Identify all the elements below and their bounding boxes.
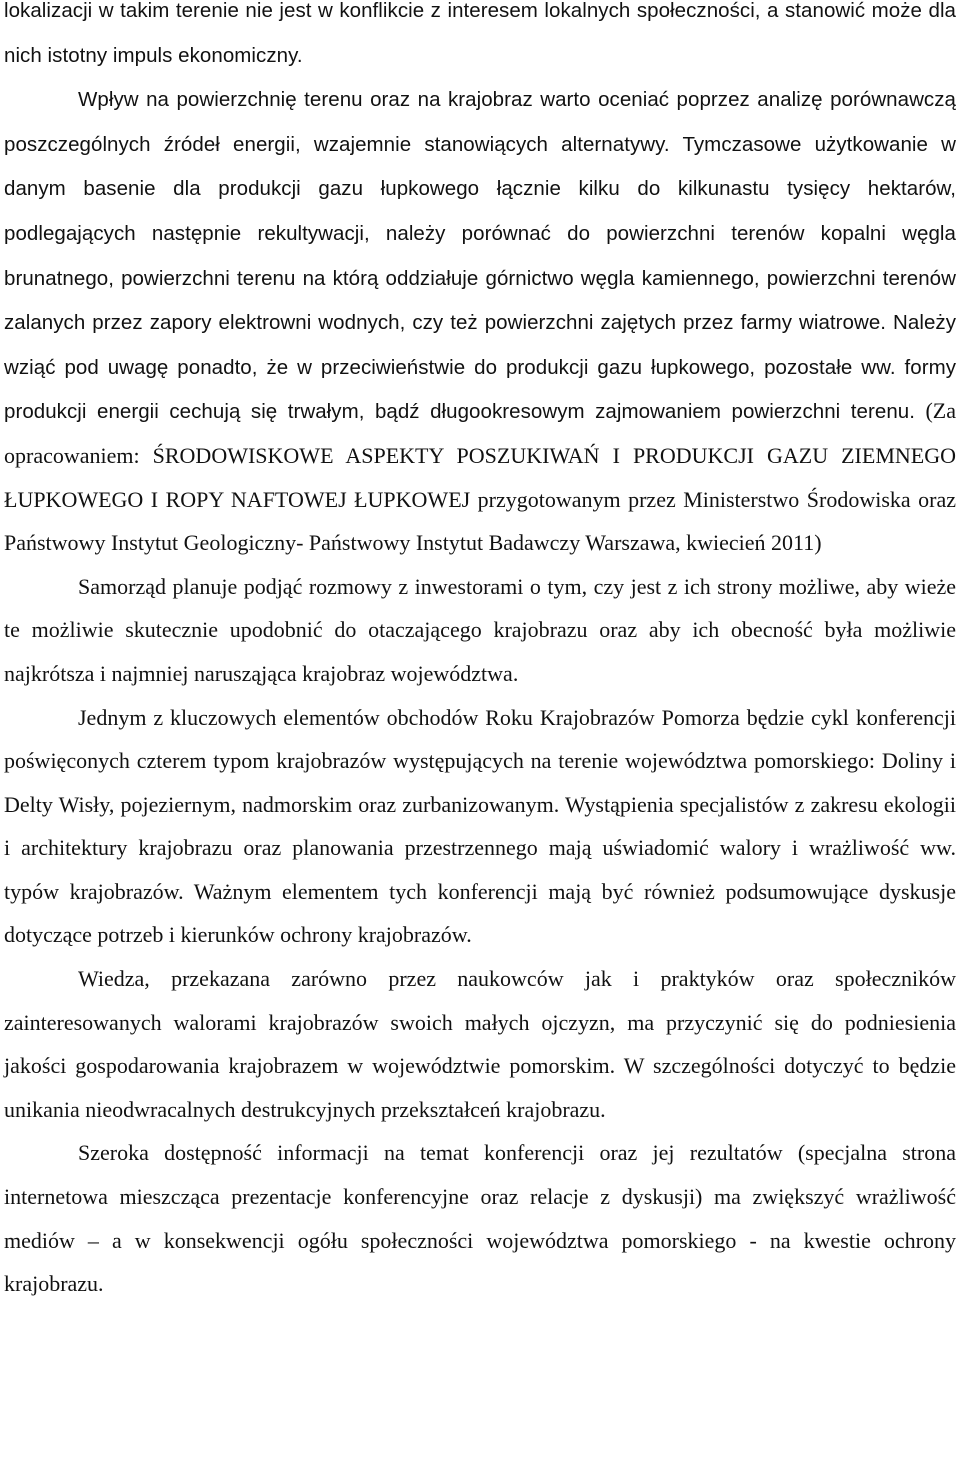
paragraph-investor-talks [4, 565, 956, 696]
citation-text: (Za opracowaniem: ŚRODOWISKOWE ASPEKTY POSZUKIWAŃ I PRODUKCJI GAZU ZIEMNEGO ŁUPKOWEGO I ROPY NAFTOWEJ ŁUPKOWEJ przygotowanym przez Ministerstwo Środowiska oraz Państwowy Instytut Geologiczny- Państwowy Instytut Badawczy Warszawa, kwiecień 2011) [4, 398, 956, 556]
paragraph-local-impulse [4, 0, 956, 77]
paragraph-text: Wpływ na powierzchnię terenu oraz na krajobraz warto oceniać poprzez analizę porównawczą poszczególnych źródeł energii, wzajemnie stanowiących alternatywy. Tymczasowe użytkowanie w danym basenie dla produkcji gazu łupkowego łącznie kilku do kilkunastu tysięcy hektarów, podlegających następnie rekultywacji, należy porównać do powierzchni terenów kopalni węgla brunatnego, powierzchni terenu na którą oddziałuje górnictwo węgla kamiennego, powierzchni terenów zalanych przez zapory elektrowni wodnych, czy też powierzchni zajętych przez farmy wiatrowe. Należy wziąć pod uwagę ponadto, że w przeciwieństwie do produkcji gazu łupkowego, pozostałe ww. formy produkcji energii cechują się trwałym, bądź długookresowym zajmowaniem powierzchni terenu. [4, 88, 956, 424]
paragraph-text: Samorząd planuje podjąć rozmowy z inwestorami o tym, czy jest z ich strony możliwe, aby wieże te możliwie skutecznie upodobnić do otaczającego krajobrazu oraz aby ich obecność była możliwie najkrótsza i najmniej narusząjąca krajobraz województwa. [4, 573, 956, 686]
paragraph-text: Wiedza, przekazana zarówno przez naukowców jak i praktyków oraz społeczników zainteresowanych walorami krajobrazów swoich małych ojczyzn, ma przyczynić się do podniesienia jakości gospodarowania krajobrazem w województwie pomorskim. W szczególności dotyczyć to będzie unikania nieodwracalnych destrukcyjnych przekształceń krajobrazu. [4, 966, 956, 1122]
document-body [4, 0, 956, 1306]
paragraph-text: Jednym z kluczowych elementów obchodów Roku Krajobrazów Pomorza będzie cykl konferencji poświęconych czterem typom krajobrazów występujących na terenie województwa pomorskiego: Doliny i Delty Wisły, pojeziernym, nadmorskim oraz zurbanizowanym. Wystąpienia specjalistów z zakresu ekologii i architektury krajobrazu oraz planowania przestrzennego mają uświadomić walory i wrażliwość ww. typów krajobrazów. Ważnym elementem tych konferencji mają być również podsumowujące dyskusje dotyczące potrzeb i kierunków ochrony krajobrazów. [4, 704, 956, 948]
paragraph-surface-impact [4, 77, 956, 565]
paragraph-knowledge-transfer [4, 957, 956, 1131]
paragraph-text: Szeroka dostępność informacji na temat konferencji oraz jej rezultatów (specjalna strona internetowa mieszcząca prezentacje konferencyjne oraz relacje z dyskusji) ma zwiększyć wrażliwość mediów – a w konsekwencji ogółu społeczności województwa pomorskiego - na kwestie ochrony krajobrazu. [4, 1140, 956, 1297]
paragraph-text: lokalizacji w takim terenie nie jest w konflikcie z interesem lokalnych społeczności, a stanowić może dla nich istotny impuls ekonomiczny. [4, 0, 956, 67]
paragraph-conference-cycle [4, 696, 956, 958]
paragraph-information-access [4, 1131, 956, 1305]
